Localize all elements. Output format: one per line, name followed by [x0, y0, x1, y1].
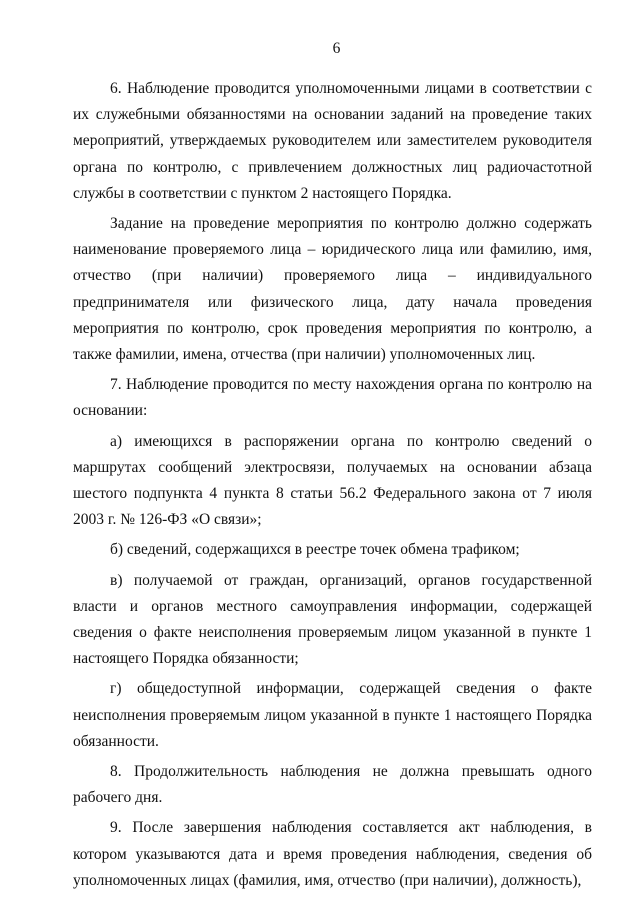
paragraph-8: 8. Продолжительность наблюдения не должна превышать одного рабочего дня.	[73, 763, 592, 807]
paragraph-assignment-content: Задание на проведение мероприятия по контролю должно содержать наименование проверяемого лица – юридического лица или фамилию, имя, отчество (при наличии) проверяемого лица – индивидуального предпринимателя или физического лица, дату начала проведения мероприятия по контролю, срок проведения мероприятия по контролю, а также фамилии, имена, отчества (при наличии) уполномоченных лиц.	[73, 215, 592, 364]
paragraph-7: 7. Наблюдение проводится по месту нахождения органа по контролю на основании:	[73, 376, 592, 420]
paragraph-7g: г) общедоступной информации, содержащей сведения о факте неисполнения проверяемым лицом указанной в пункте 1 настоящего Порядка обязанности.	[73, 680, 592, 750]
page-number: 6	[332, 40, 341, 57]
paragraph-9: 9. После завершения наблюдения составляется акт наблюдения, в котором указываются дата и время проведения наблюдения, сведения об уполномоченных лицах (фамилия, имя, отчество (при наличии), должность),	[73, 819, 592, 889]
paragraph-7v: в) получаемой от граждан, организаций, органов государственной власти и органов местного самоуправления информации, содержащей сведения о факте неисполнения проверяемым лицом указанной в пункте 1 настоящего Порядка обязанности;	[73, 571, 592, 668]
paragraph-6: 6. Наблюдение проводится уполномоченными лицами в соответствии с их служебными обязанностями на основании заданий на проведение таких мероприятий, утверждаемых руководителем или заместителем руководителя органа по контролю, с привлечением должностных лиц радиочастотной службы в соответствии с пунктом 2 настоящего Порядка.	[73, 80, 592, 202]
paragraph-7a: а) имеющихся в распоряжении органа по контролю сведений о маршрутах сообщений электросвязи, получаемых на основании абзаца шестого подпункта 4 пункта 8 статьи 56.2 Федерального закона от 7 июля 2003 г. № 126-ФЗ «О связи»;	[73, 432, 592, 529]
paragraph-7b: б) сведений, содержащихся в реестре точек обмена трафиком;	[110, 541, 520, 559]
